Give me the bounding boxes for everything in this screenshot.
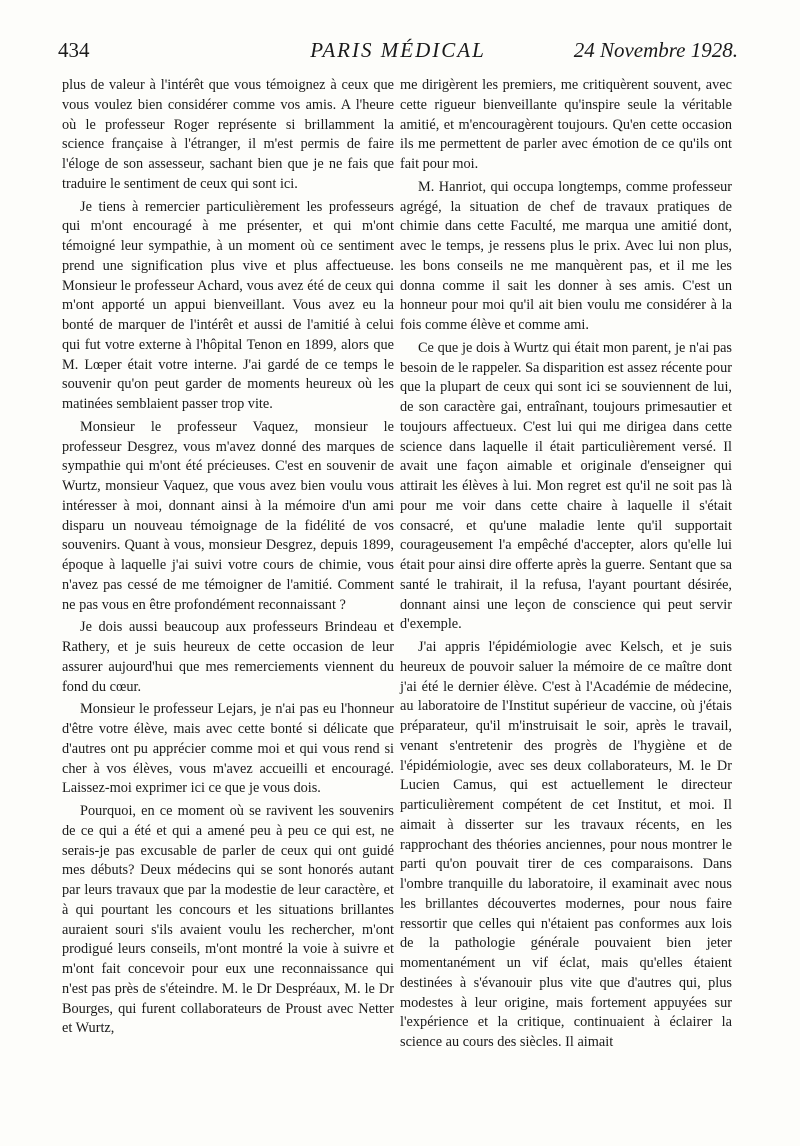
paragraph: Ce que je dois à Wurtz qui était mon parent, je n'ai pas besoin de le rappeler. Sa disparition est assez récente pour que la plupart de ceux qui sont ici se souviennent de lui, de son caractère gai, entraînant, toujours primesautier et toujours affectueux. C'est lui qui me dirigea dans cette science dans laquelle il était particulièrement versé. Il avait une façon aimable et originale d'enseigner qui attirait les élèves à lui. Mon regret est qu'il ne soit pas là pour me voir dans cette chaire à laquelle il s'était consacré, et qu'une maladie lente qu'il supportait courageusement l'a empêché d'accepter, alors qu'elle lui était pour ainsi dire offerte après la guerre. Sentant que sa santé le trahirait, il la refusa, l'ayant pourtant désirée, donnant ainsi une leçon de conscience qui peut servir d'exemple. <box>400 339 732 633</box>
journal-title: PARIS MÉDICAL <box>310 38 486 62</box>
page-header <box>58 38 738 70</box>
paragraph: M. Hanriot, qui occupa longtemps, comme professeur agrégé, la situation de chef de travaux pratiques de chimie dans cette Faculté, me marqua une amitié dont, avec le temps, je ressens plus le prix. Avec lui non plus, les bons conseils ne me manquèrent pas, et il me les donna comme il sait les donner à ses amis. C'est un honneur pour moi qu'il ait bien voulu me considérer à la fois comme élève et comme ami. <box>400 178 732 333</box>
paragraph: plus de valeur à l'intérêt que vous témoignez à ceux que vous voulez bien considérer comme vos amis. A l'heure où le professeur Roger représente si brillamment la science française à l'étranger, il m'est permis de faire l'éloge de son assesseur, sachant bien que je ne fais que traduire le sentiment de ceux qui sont ici. <box>62 77 394 192</box>
paragraph: Monsieur le professeur Lejars, je n'ai pas eu l'honneur d'être votre élève, mais avec cette bonté si délicate que d'autres ont pu apprécier comme moi et qui vous rend si cher à vos élèves, vous m'avez accueilli et encouragé. Laissez-moi exprimer ici ce que je vous dois. <box>62 701 394 797</box>
paragraph: Monsieur le professeur Vaquez, monsieur le professeur Desgrez, vous m'avez donné des marques de sympathie qui m'ont été précieuses. C'est en souvenir de Wurtz, monsieur Vaquez, que vous avez bien voulu vous intéresser à moi, donnant ainsi à la mémoire d'un ami disparu un nouveau témoignage de la fidélité de vos souvenirs. Quant à vous, monsieur Desgrez, depuis 1899, époque à laquelle j'ai suivi votre cours de chimie, vous n'avez pas cessé de me témoigner de l'amitié. Comment ne pas vous en être profondément reconnaissant ? <box>62 418 394 613</box>
paragraph: Je tiens à remercier particulièrement les professeurs qui m'ont encouragé à me présenter, et qui m'ont témoigné leur sympathie, à un moment où ce sentiment prend une signification plus vive et plus affectueuse. Monsieur le professeur Achard, vous avez été de ceux qui m'ont apporté un appui bienveillant. Vous avez eu la bonté de marquer de l'intérêt et aussi de l'amitié à celui qui fut votre externe à l'hôpital Tenon en 1899, alors que M. Lœper était votre interne. J'ai gardé de ce temps le souvenir qu'on peut garder de moments heureux où les matinées semblaient passer trop vite. <box>62 198 394 412</box>
paragraph: Je dois aussi beaucoup aux professeurs Brindeau et Rathery, et je suis heureux de cette occasion de leur assurer aujourd'hui que mes remerciements viennent du fond du cœur. <box>62 619 394 695</box>
paragraph: me dirigèrent les premiers, me critiquèrent souvent, avec cette rigueur bienveillante qu'inspire seule la véritable amitié, et m'encouragèrent toujours. Qu'en cette occasion ils me permettent de parler avec émotion de ce qu'ils ont fait pour moi. <box>400 77 732 172</box>
paragraph: Pourquoi, en ce moment où se ravivent les souvenirs de ce qui a été et qui a amené peu à peu ce qui est, ne serais-je pas excusable de parler de ceux qui ont guidé mes débuts? Deux médecins qui se sont honorés autant par leurs travaux que par la modestie de leur caractère, et à qui pourtant les concours et les situations brillantes auraient souri s'ils avaient voulu les rechercher, m'ont prodigué leurs conseils, m'ont montré la voie à suivre et m'ont fait concevoir pour eux une reconnaissance qui n'est pas près de s'éteindre. M. le Dr Despréaux, M. le Dr Bourges, qui furent collaborateurs de Proust avec Netter et Wurtz, <box>62 803 394 1037</box>
paragraph: J'ai appris l'épidémiologie avec Kelsch, et je suis heureux de pouvoir saluer la mémoire de ce maître dont j'ai été le dernier élève. C'est à l'Académie de médecine, au laboratoire de l'Institut supérieur de vaccine, où j'étais préparateur, qu'il m'instruisait le soir, après le travail, venant s'entretenir des progrès de l'hygiène et de l'épidémiologie, avec ses deux collaborateurs, M. le Dr Lucien Camus, qui est actuellement le directeur particulièrement compétent de cet Institut, et moi. Il aimait à disserter sur les travaux récents, en les rapprochant des théories anciennes, pour nous montrer le parti qu'on pouvait tirer de ces comparaisons. Dans l'ombre tranquille du laboratoire, il examinait avec nous les brillantes découvertes modernes, pour nous faire ressortir que celles qui n'étaient pas conformes aux lois de la pathologie générale pouvaient bien jeter momentanément un vif éclat, mais qu'elles étaient destinées à s'évanouir plus vite que d'autres qui, plus modestes à leur origine, mais fortement appuyées sur l'expérience et la critique, continuaient à éclairer la science au cours des siècles. Il aimait <box>400 639 732 1050</box>
page-number: 434 <box>58 38 90 62</box>
right-column <box>400 76 732 1056</box>
left-column <box>62 76 394 1042</box>
issue-date: 24 Novembre 1928. <box>573 38 738 62</box>
